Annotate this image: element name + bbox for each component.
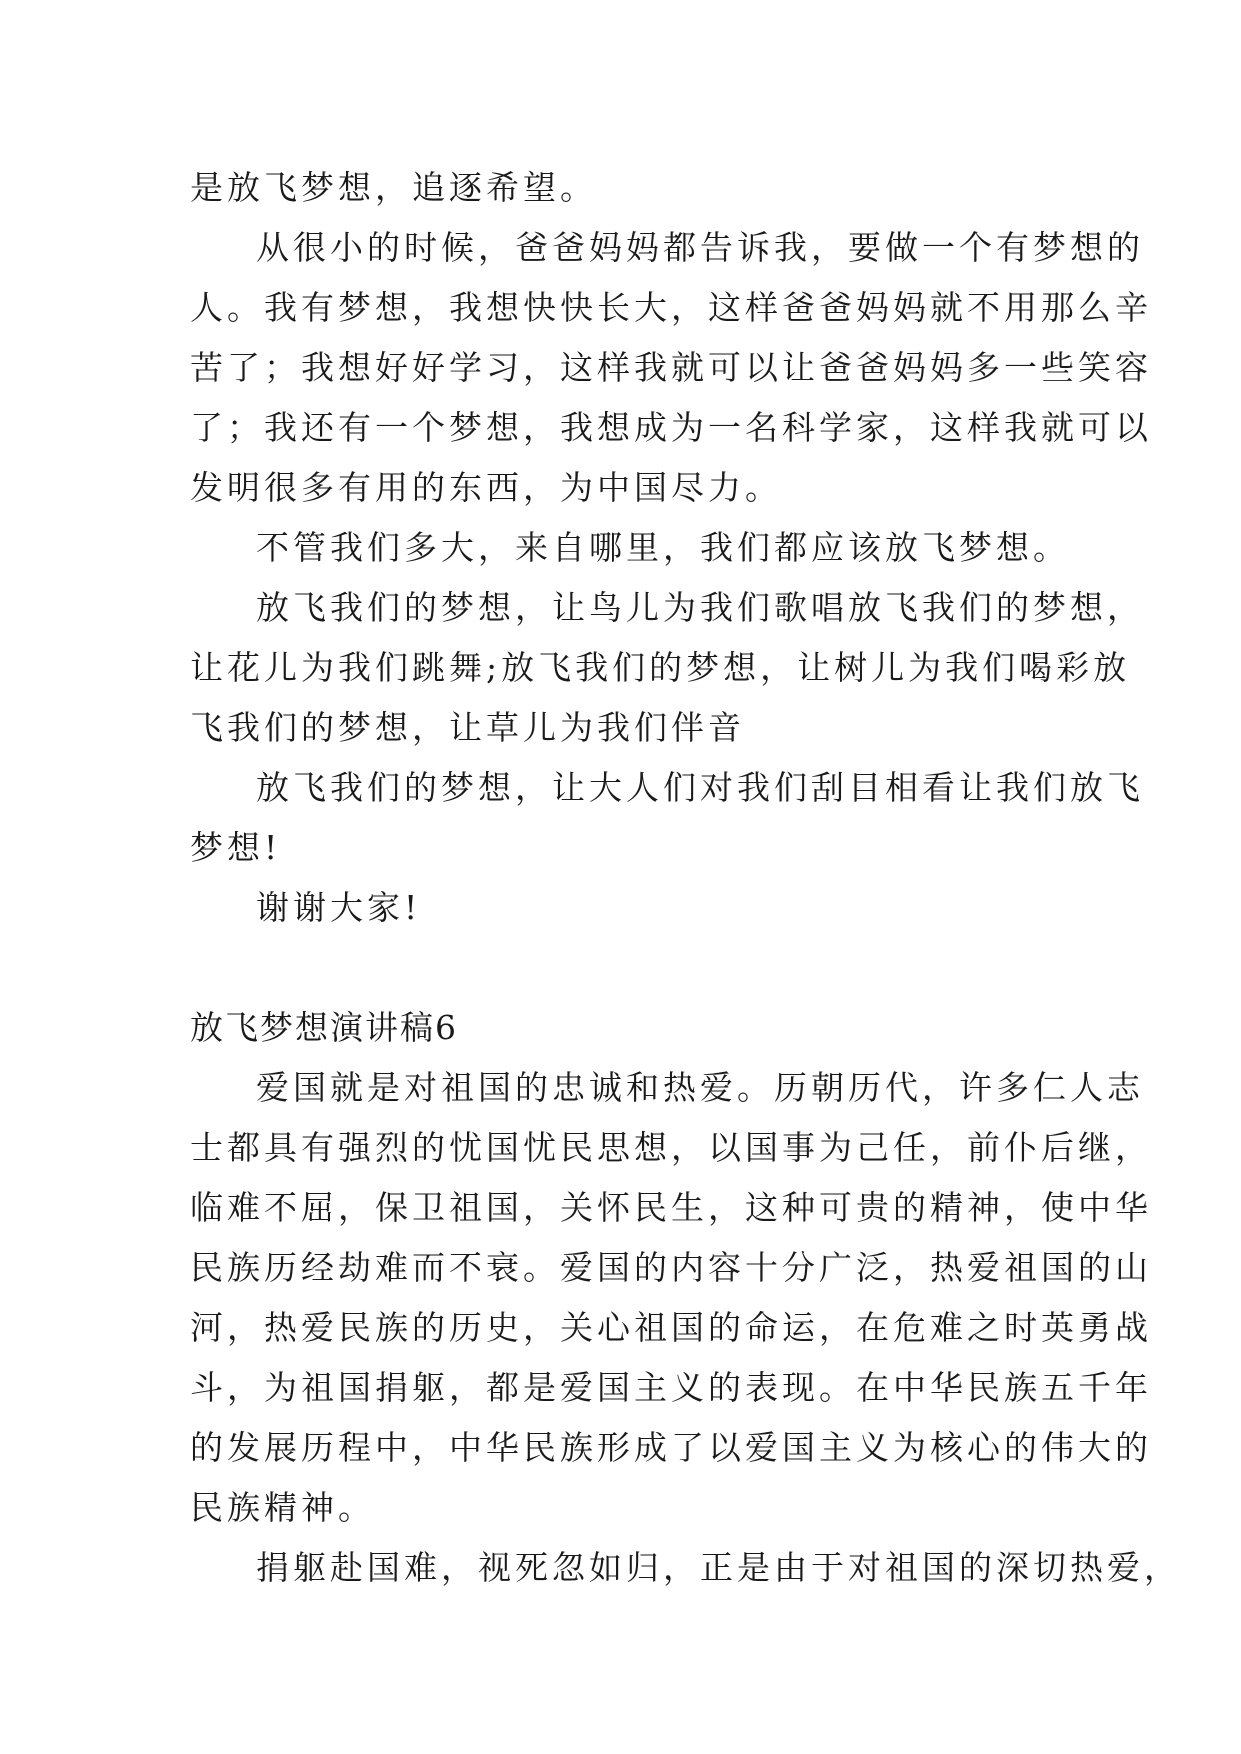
text-line: 飞我们的梦想，让草儿为我们伴音 <box>190 708 745 747</box>
text-line: 放飞我们的梦想，让鸟儿为我们歌唱放飞我们的梦想， <box>256 588 1144 627</box>
text-line: 发明很多有用的东西，为中国尽力。 <box>190 468 782 507</box>
text-line: 人。我有梦想，我想快快长大，这样爸爸妈妈就不用那么辛 <box>190 288 1152 327</box>
text-line: 捐躯赴国难，视死忽如归，正是由于对祖国的深切热爱， <box>256 1548 1181 1587</box>
text-line: 民族精神。 <box>190 1488 375 1527</box>
text-line: 让花儿为我们跳舞;放飞我们的梦想，让树儿为我们喝彩放 <box>190 648 1131 687</box>
text-line: 是放飞梦想，追逐希望。 <box>190 168 597 207</box>
text-line: 临难不屈，保卫祖国，关怀民生，这种可贵的精神，使中华 <box>190 1188 1152 1227</box>
blank-line <box>190 938 1070 998</box>
document-body <box>190 158 1181 1598</box>
text-line: 民族历经劫难而不衰。爱国的内容十分广泛，热爱祖国的山 <box>190 1248 1152 1287</box>
text-line: 的发展历程中，中华民族形成了以爱国主义为核心的伟大的 <box>190 1428 1152 1467</box>
text-line: 谢谢大家! <box>256 888 422 927</box>
text-line: 从很小的时候，爸爸妈妈都告诉我，要做一个有梦想的 <box>256 228 1144 267</box>
text-line: 斗，为祖国捐躯，都是爱国主义的表现。在中华民族五千年 <box>190 1368 1152 1407</box>
text-line: 爱国就是对祖国的忠诚和热爱。历朝历代，许多仁人志 <box>256 1068 1144 1107</box>
text-line: 河，热爱民族的历史，关心祖国的命运，在危难之时英勇战 <box>190 1308 1152 1347</box>
text-line: 不管我们多大，来自哪里，我们都应该放飞梦想。 <box>256 528 1070 567</box>
text-line: 放飞我们的梦想，让大人们对我们刮目相看让我们放飞 <box>256 768 1144 807</box>
text-line: 苦了；我想好好学习，这样我就可以让爸爸妈妈多一些笑容 <box>190 348 1152 387</box>
section-heading: 放飞梦想演讲稿6 <box>190 1008 458 1047</box>
text-line: 梦想! <box>190 828 282 867</box>
text-line: 士都具有强烈的忧国忧民思想，以国事为己任，前仆后继， <box>190 1128 1152 1167</box>
text-line: 了；我还有一个梦想，我想成为一名科学家，这样我就可以 <box>190 408 1152 447</box>
